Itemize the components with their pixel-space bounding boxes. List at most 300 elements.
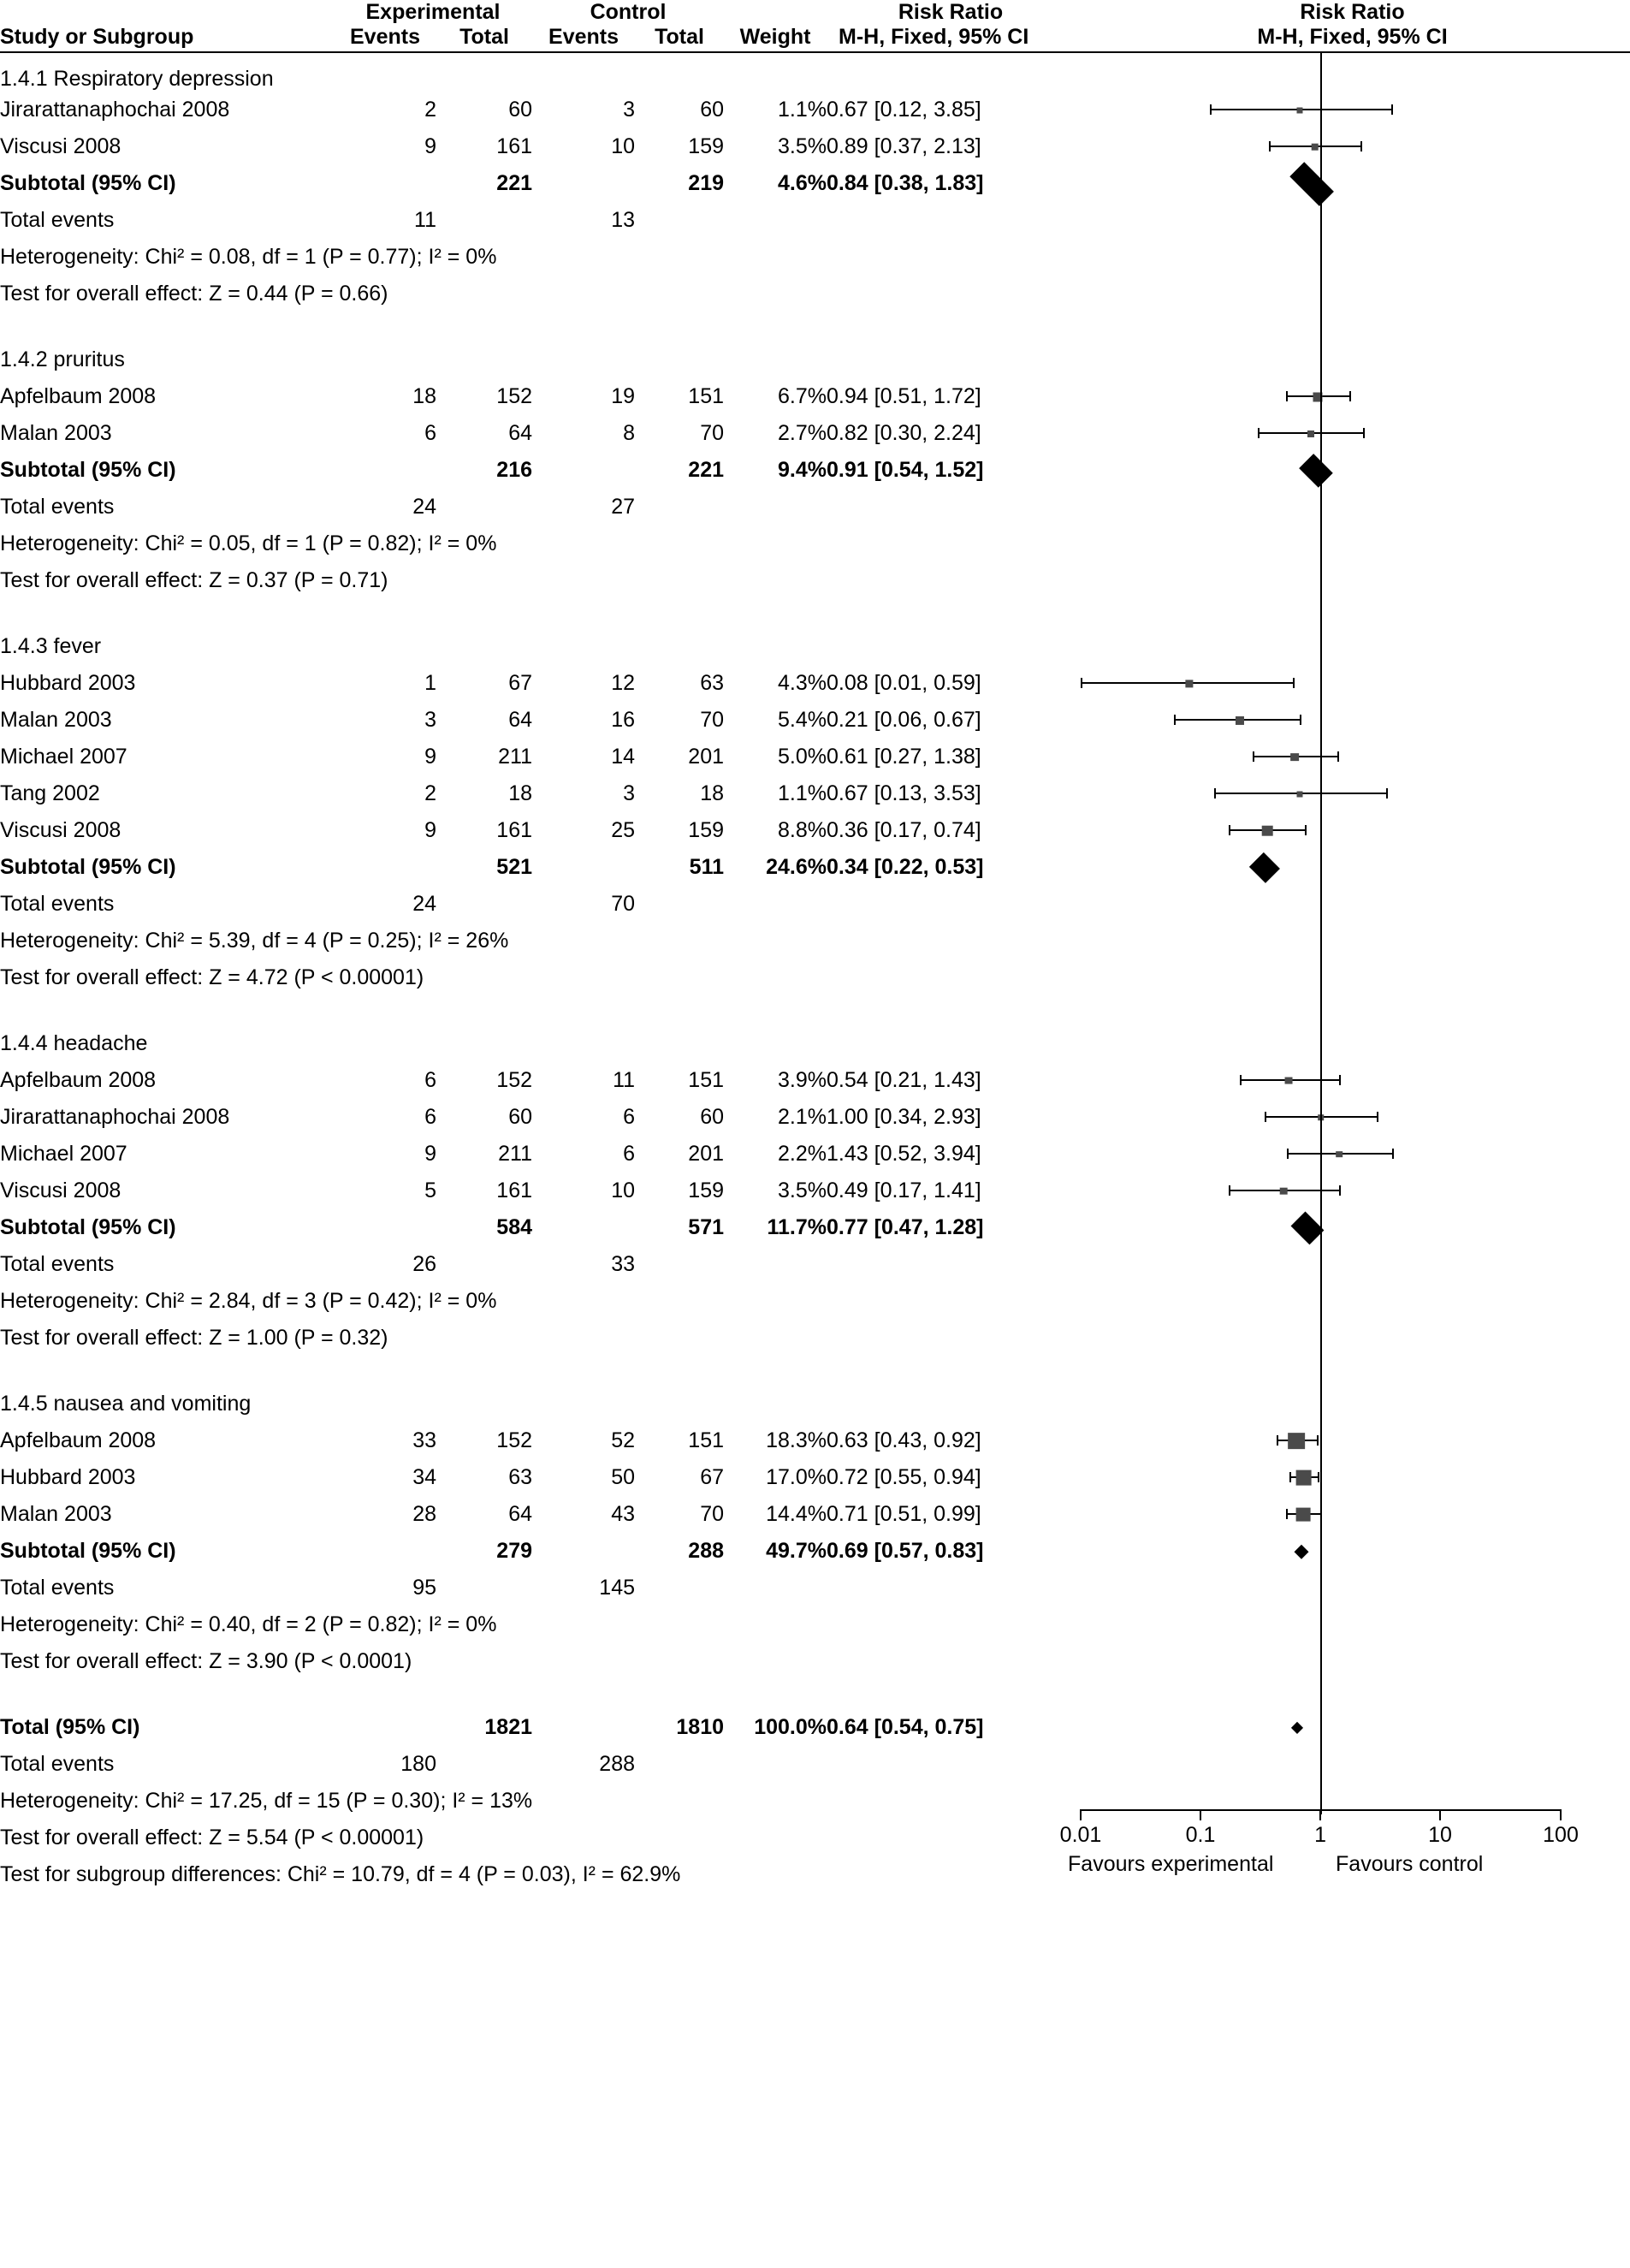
events-ctrl: 12 <box>611 671 636 695</box>
col-events-ctrl: Events <box>548 25 619 49</box>
weight: 3.9% <box>778 1068 827 1092</box>
plot-cell <box>1075 1570 1630 1606</box>
total-total-exp: 1821 <box>484 1715 533 1739</box>
axis-tick-label: 0.1 <box>1185 1822 1216 1847</box>
table-row <box>0 1496 1630 1533</box>
study-name: Viscusi 2008 <box>0 818 122 842</box>
plot-cell <box>1075 665 1630 702</box>
total-events-ctrl: 27 <box>611 495 636 519</box>
plot-cell <box>1075 959 1630 996</box>
total-ctrl: 159 <box>688 134 725 158</box>
ci-cap <box>1277 1435 1278 1446</box>
axis-wrap <box>1059 1797 1630 1879</box>
table-row <box>0 775 1630 812</box>
total-events-exp: 24 <box>412 892 436 916</box>
plot-cell <box>1075 202 1630 239</box>
events-exp: 9 <box>424 134 436 158</box>
ci-cap <box>1210 104 1212 115</box>
ci-cap <box>1391 104 1393 115</box>
total-exp: 60 <box>508 98 533 122</box>
axis-cell <box>1059 1783 1630 1893</box>
total-overall-effect-text: Test for overall effect: Z = 5.54 (P < 0.00001) <box>0 1826 424 1849</box>
axis-tick <box>1439 1809 1441 1820</box>
summary-diamond <box>1290 1211 1324 1244</box>
ci-cap <box>1214 788 1216 799</box>
ci-cap <box>1339 1185 1341 1196</box>
plot-cell <box>1075 378 1630 415</box>
total-exp: 63 <box>508 1465 533 1489</box>
total-exp: 161 <box>496 134 533 158</box>
events-ctrl: 3 <box>623 781 636 805</box>
plot-row <box>1075 1173 1630 1209</box>
plot-cell <box>1075 1283 1630 1320</box>
subtotal-total-exp: 279 <box>496 1539 533 1563</box>
events-ctrl: 19 <box>611 384 636 408</box>
subtotal-row <box>0 452 1630 489</box>
subtotal-total-exp: 221 <box>496 171 533 195</box>
axis-tick-label: 1 <box>1314 1822 1326 1847</box>
events-exp: 2 <box>424 781 436 805</box>
events-ctrl: 8 <box>623 421 636 445</box>
summary-diamond <box>1295 1544 1308 1558</box>
events-ctrl: 50 <box>611 1465 636 1489</box>
ci-cap <box>1337 751 1339 762</box>
header-experimental: Experimental <box>365 0 501 24</box>
total-exp: 161 <box>496 818 533 842</box>
events-ctrl: 43 <box>611 1502 636 1526</box>
total-total-ctrl: 1810 <box>676 1715 725 1739</box>
subgroup-heading <box>0 1025 1630 1062</box>
col-plot-ci: M-H, Fixed, 95% CI <box>1257 25 1448 49</box>
total-label: Total (95% CI) <box>0 1715 140 1739</box>
ci-cap <box>1300 715 1301 725</box>
plot-cell <box>1075 52 1630 92</box>
subgroup-heading <box>0 341 1630 378</box>
plot-cell <box>1075 489 1630 525</box>
plot-cell <box>1075 1606 1630 1643</box>
effect-ci: 0.61 [0.27, 1.38] <box>827 745 981 769</box>
reference-line <box>1320 52 1322 1814</box>
subgroup-label-142: 1.4.2 pruritus <box>0 347 125 371</box>
total-ctrl: 70 <box>700 1502 725 1526</box>
total-exp: 64 <box>508 1502 533 1526</box>
plot-diamond-row <box>1075 452 1630 489</box>
heterogeneity-row <box>0 239 1630 276</box>
subtotal-label: Subtotal (95% CI) <box>0 1215 176 1239</box>
plot-cell <box>1075 1746 1630 1783</box>
overall-effect-row <box>0 959 1630 996</box>
plot-cell <box>1075 775 1630 812</box>
subgroup-label-141: 1.4.1 Respiratory depression <box>0 67 274 91</box>
subtotal-total-ctrl: 571 <box>688 1215 725 1239</box>
effect-ci: 0.82 [0.30, 2.24] <box>827 421 981 445</box>
plot-row <box>1075 775 1630 812</box>
subtotal-total-ctrl: 511 <box>689 855 725 879</box>
header-risk-ratio-plot: Risk Ratio <box>1300 0 1405 24</box>
total-ctrl: 201 <box>688 745 725 769</box>
plot-cell <box>1075 923 1630 959</box>
events-exp: 34 <box>412 1465 436 1489</box>
ci-cap <box>1363 428 1365 438</box>
subgroup-label-144: 1.4.4 headache <box>0 1031 148 1055</box>
bottom-block <box>0 1783 1630 1893</box>
subtotal-total-ctrl: 221 <box>688 458 725 482</box>
plot-cell <box>1075 1173 1630 1209</box>
plot-cell <box>1075 1320 1630 1357</box>
total-ctrl: 60 <box>700 98 725 122</box>
weight: 14.4% <box>766 1502 827 1526</box>
total-events-row <box>0 489 1630 525</box>
subtotal-label: Subtotal (95% CI) <box>0 855 176 879</box>
table-row <box>0 1136 1630 1173</box>
subtotal-effect-ci: 0.34 [0.22, 0.53] <box>827 855 984 879</box>
ci-cap <box>1377 1112 1378 1122</box>
study-name: Jirarattanaphochai 2008 <box>0 98 230 122</box>
table-row <box>0 739 1630 775</box>
study-name: Malan 2003 <box>0 708 112 732</box>
weight: 18.3% <box>766 1428 827 1452</box>
events-exp: 9 <box>424 818 436 842</box>
header-control: Control <box>590 0 667 24</box>
subtotal-row <box>0 1209 1630 1246</box>
weight: 1.1% <box>778 781 827 805</box>
table-row <box>0 812 1630 849</box>
effect-ci: 0.63 [0.43, 0.92] <box>827 1428 981 1452</box>
subtotal-total-ctrl: 219 <box>688 171 725 195</box>
total-ctrl: 70 <box>700 708 725 732</box>
weight: 1.1% <box>778 98 827 122</box>
total-ctrl: 201 <box>688 1142 725 1166</box>
plot-cell <box>1075 92 1630 128</box>
subgroup-heading <box>0 628 1630 665</box>
plot-diamond-row <box>1075 165 1630 202</box>
effect-marker <box>1297 791 1303 797</box>
total-ctrl: 159 <box>688 1179 725 1202</box>
total-events-exp: 11 <box>414 208 436 232</box>
study-name: Apfelbaum 2008 <box>0 384 157 408</box>
effect-marker <box>1307 430 1314 436</box>
effect-marker <box>1291 753 1300 762</box>
heterogeneity-text: Heterogeneity: Chi² = 5.39, df = 4 (P = 0.25); I² = 26% <box>0 929 509 953</box>
table-row <box>0 665 1630 702</box>
weight: 3.5% <box>778 1179 827 1202</box>
col-events-exp: Events <box>350 25 420 49</box>
plot-row <box>1075 1459 1630 1496</box>
total-events-ctrl: 288 <box>599 1752 636 1776</box>
overall-effect-text: Test for overall effect: Z = 0.44 (P = 0.66) <box>0 282 388 306</box>
total-exp: 211 <box>498 745 533 769</box>
total-events-ctrl: 70 <box>611 892 636 916</box>
total-ctrl: 151 <box>688 1068 725 1092</box>
events-exp: 6 <box>424 1068 436 1092</box>
ci-cap <box>1386 788 1388 799</box>
effect-marker <box>1311 143 1319 151</box>
plot-cell <box>1075 702 1630 739</box>
subtotal-effect-ci: 0.77 [0.47, 1.28] <box>827 1215 984 1239</box>
ci-cap <box>1253 751 1254 762</box>
subtotal-label: Subtotal (95% CI) <box>0 171 176 195</box>
total-exp: 60 <box>508 1105 533 1129</box>
total-exp: 152 <box>496 1428 533 1452</box>
subtotal-row <box>0 849 1630 886</box>
plot-cell <box>1075 1246 1630 1283</box>
weight: 8.8% <box>778 818 827 842</box>
total-events-ctrl: 145 <box>599 1576 636 1600</box>
effect-ci: 0.36 [0.17, 0.74] <box>827 818 981 842</box>
plot-cell <box>1075 415 1630 452</box>
plot-cell <box>1075 1709 1630 1746</box>
subgroup-differences-text: Test for subgroup differences: Chi² = 10.79, df = 4 (P = 0.03), I² = 62.9% <box>0 1862 681 1886</box>
effect-ci: 1.00 [0.34, 2.93] <box>827 1105 981 1129</box>
overall-effect-text: Test for overall effect: Z = 3.90 (P < 0.0001) <box>0 1649 412 1673</box>
subtotal-total-exp: 584 <box>496 1215 533 1239</box>
heterogeneity-text: Heterogeneity: Chi² = 0.05, df = 1 (P = 0.82); I² = 0% <box>0 531 497 555</box>
summary-diamond <box>1249 852 1280 882</box>
plot-row <box>1075 1062 1630 1099</box>
header-risk-ratio-effect: Risk Ratio <box>898 0 1004 24</box>
plot-row <box>1075 1422 1630 1459</box>
heterogeneity-row <box>0 923 1630 959</box>
table-row <box>0 702 1630 739</box>
plot-row <box>1075 739 1630 775</box>
effect-marker <box>1285 1077 1293 1084</box>
table-row <box>0 1099 1630 1136</box>
ci-cap <box>1349 391 1351 401</box>
ci-cap <box>1269 141 1271 151</box>
events-ctrl: 25 <box>611 818 636 842</box>
plot-cell <box>1075 452 1630 489</box>
subgroup-label-145: 1.4.5 nausea and vomiting <box>0 1392 252 1416</box>
plot-cell <box>1075 628 1630 665</box>
overall-effect-text: Test for overall effect: Z = 1.00 (P = 0.32) <box>0 1326 388 1350</box>
plot-diamond-row <box>1075 1209 1630 1246</box>
plot-cell <box>1075 1459 1630 1496</box>
total-events-label: Total events <box>0 892 115 916</box>
events-ctrl: 11 <box>613 1068 636 1092</box>
total-exp: 64 <box>508 708 533 732</box>
spacer <box>0 996 1630 1025</box>
events-exp: 1 <box>424 671 436 695</box>
effect-marker <box>1295 1469 1312 1486</box>
ci-cap <box>1392 1149 1394 1159</box>
effect-ci: 0.21 [0.06, 0.67] <box>827 708 981 732</box>
table-row <box>0 1173 1630 1209</box>
study-name: Apfelbaum 2008 <box>0 1428 157 1452</box>
effect-ci: 0.54 [0.21, 1.43] <box>827 1068 981 1092</box>
total-events-row <box>0 202 1630 239</box>
plot-row <box>1075 378 1630 415</box>
favours-control-label: Favours control <box>1336 1851 1484 1876</box>
study-name: Apfelbaum 2008 <box>0 1068 157 1092</box>
summary-diamond <box>1291 1721 1303 1733</box>
events-exp: 33 <box>412 1428 436 1452</box>
total-events-exp: 24 <box>412 495 436 519</box>
plot-row <box>1075 92 1630 128</box>
total-weight: 100.0% <box>754 1715 827 1739</box>
subtotal-total-exp: 216 <box>496 458 533 482</box>
plot-diamond-row <box>1075 1533 1630 1570</box>
subgroup-label-143: 1.4.3 fever <box>0 634 102 658</box>
plot-cell <box>1075 1062 1630 1099</box>
ci-cap <box>1240 1075 1242 1085</box>
spacer <box>0 312 1630 341</box>
events-exp: 2 <box>424 98 436 122</box>
subtotal-row <box>0 165 1630 202</box>
total-exp: 152 <box>496 1068 533 1092</box>
events-exp: 9 <box>424 745 436 769</box>
plot-cell <box>1075 341 1630 378</box>
ci-cap <box>1229 1185 1230 1196</box>
table-row <box>0 128 1630 165</box>
plot-cell <box>1075 886 1630 923</box>
ci-cap <box>1318 1472 1319 1482</box>
plot-cell <box>1075 128 1630 165</box>
total-ctrl: 151 <box>688 1428 725 1452</box>
total-ctrl: 67 <box>700 1465 725 1489</box>
col-effect-ci: M-H, Fixed, 95% CI <box>839 25 1029 49</box>
total-effect-ci: 0.64 [0.54, 0.75] <box>827 1715 984 1739</box>
plot-cell <box>1075 849 1630 886</box>
subtotal-weight: 4.6% <box>778 171 827 195</box>
overall-effect-row <box>0 562 1630 599</box>
axis-tick <box>1560 1809 1562 1820</box>
ci-cap <box>1229 825 1230 835</box>
subtotal-weight: 24.6% <box>766 855 827 879</box>
total-exp: 67 <box>508 671 533 695</box>
subgroup-heading <box>0 52 1630 92</box>
effect-marker <box>1337 1151 1343 1158</box>
col-weight: Weight <box>739 25 811 49</box>
plot-diamond-total <box>1075 1709 1630 1746</box>
events-ctrl: 52 <box>611 1428 636 1452</box>
ci-cap <box>1293 678 1295 688</box>
total-events-label: Total events <box>0 495 115 519</box>
plot-cell <box>1075 1643 1630 1680</box>
total-ctrl: 18 <box>700 781 725 805</box>
total-events-exp: 95 <box>412 1576 436 1600</box>
effect-ci: 0.94 [0.51, 1.72] <box>827 384 981 408</box>
table-row <box>0 1062 1630 1099</box>
events-ctrl: 6 <box>623 1142 636 1166</box>
overall-effect-row <box>0 1320 1630 1357</box>
axis-tick <box>1200 1809 1201 1820</box>
total-events-label: Total events <box>0 1752 115 1776</box>
subtotal-weight: 9.4% <box>778 458 827 482</box>
grand-total-row <box>0 1709 1630 1746</box>
plot-cell <box>1075 239 1630 276</box>
plot-row <box>1075 1099 1630 1136</box>
weight: 2.1% <box>778 1105 827 1129</box>
effect-ci: 0.72 [0.55, 0.94] <box>827 1465 981 1489</box>
heterogeneity-text: Heterogeneity: Chi² = 2.84, df = 3 (P = 0.42); I² = 0% <box>0 1289 497 1313</box>
study-name: Malan 2003 <box>0 1502 112 1526</box>
plot-cell <box>1075 1496 1630 1533</box>
effect-ci: 0.71 [0.51, 0.99] <box>827 1502 981 1526</box>
summary-diamond <box>1299 454 1333 488</box>
ci-cap <box>1289 1472 1291 1482</box>
total-exp: 152 <box>496 384 533 408</box>
events-exp: 3 <box>424 708 436 732</box>
ci-cap <box>1339 1075 1341 1085</box>
weight: 2.7% <box>778 421 827 445</box>
subtotal-effect-ci: 0.91 [0.54, 1.52] <box>827 458 984 482</box>
header-blank-weight <box>724 0 827 25</box>
events-ctrl: 3 <box>623 98 636 122</box>
plot-cell <box>1075 739 1630 775</box>
total-events-label: Total events <box>0 1576 115 1600</box>
effect-ci: 0.08 [0.01, 0.59] <box>827 671 981 695</box>
events-ctrl: 10 <box>611 1179 636 1202</box>
plot-cell <box>1075 1136 1630 1173</box>
plot-cell <box>1075 562 1630 599</box>
subtotal-total-exp: 521 <box>496 855 533 879</box>
total-heterogeneity-text: Heterogeneity: Chi² = 17.25, df = 15 (P = 0.30); I² = 13% <box>0 1789 533 1813</box>
total-events-row <box>0 1746 1630 1783</box>
plot-cell <box>1075 1209 1630 1246</box>
total-ctrl: 63 <box>700 671 725 695</box>
plot-cell <box>1075 1533 1630 1570</box>
favours-experimental-label: Favours experimental <box>1068 1851 1274 1876</box>
overall-effect-row <box>0 276 1630 312</box>
plot-row <box>1075 665 1630 702</box>
total-events-ctrl: 33 <box>611 1252 636 1276</box>
study-name: Viscusi 2008 <box>0 1179 122 1202</box>
heterogeneity-row <box>0 1606 1630 1643</box>
heterogeneity-text: Heterogeneity: Chi² = 0.08, df = 1 (P = 0.77); I² = 0% <box>0 245 497 269</box>
study-name: Tang 2002 <box>0 781 100 805</box>
subtotal-effect-ci: 0.69 [0.57, 0.83] <box>827 1539 984 1563</box>
total-events-label: Total events <box>0 1252 115 1276</box>
plot-cell <box>1075 165 1630 202</box>
total-ctrl: 60 <box>700 1105 725 1129</box>
total-events-row <box>0 1570 1630 1606</box>
total-ctrl: 151 <box>688 384 725 408</box>
total-events-exp: 26 <box>412 1252 436 1276</box>
header-group-row <box>0 0 1630 25</box>
effect-marker <box>1295 1507 1310 1522</box>
subgroup-heading <box>0 1386 1630 1422</box>
effect-ci: 0.67 [0.12, 3.85] <box>827 98 981 122</box>
effect-ci: 0.67 [0.13, 3.53] <box>827 781 981 805</box>
events-ctrl: 14 <box>611 745 636 769</box>
weight: 3.5% <box>778 134 827 158</box>
ci-cap <box>1317 1435 1319 1446</box>
total-exp: 161 <box>496 1179 533 1202</box>
subtotal-label: Subtotal (95% CI) <box>0 458 176 482</box>
events-ctrl: 10 <box>611 134 636 158</box>
total-events-row <box>0 1246 1630 1283</box>
subtotal-effect-ci: 0.84 [0.38, 1.83] <box>827 171 984 195</box>
total-ctrl: 159 <box>688 818 725 842</box>
header-column-row <box>0 25 1630 50</box>
total-heterogeneity-row <box>0 1783 1630 1820</box>
weight: 5.4% <box>778 708 827 732</box>
overall-effect-text: Test for overall effect: Z = 4.72 (P < 0.00001) <box>0 965 424 989</box>
axis-tick-label: 0.01 <box>1059 1822 1102 1847</box>
spacer <box>0 599 1630 628</box>
weight: 5.0% <box>778 745 827 769</box>
table-row <box>0 378 1630 415</box>
plot-cell <box>1075 812 1630 849</box>
effect-ci: 0.49 [0.17, 1.41] <box>827 1179 981 1202</box>
weight: 2.2% <box>778 1142 827 1166</box>
effect-ci: 0.89 [0.37, 2.13] <box>827 134 981 158</box>
plot-row <box>1075 812 1630 849</box>
plot-row <box>1075 415 1630 452</box>
plot-row <box>1075 128 1630 165</box>
study-name: Michael 2007 <box>0 1142 127 1166</box>
study-name: Viscusi 2008 <box>0 134 122 158</box>
